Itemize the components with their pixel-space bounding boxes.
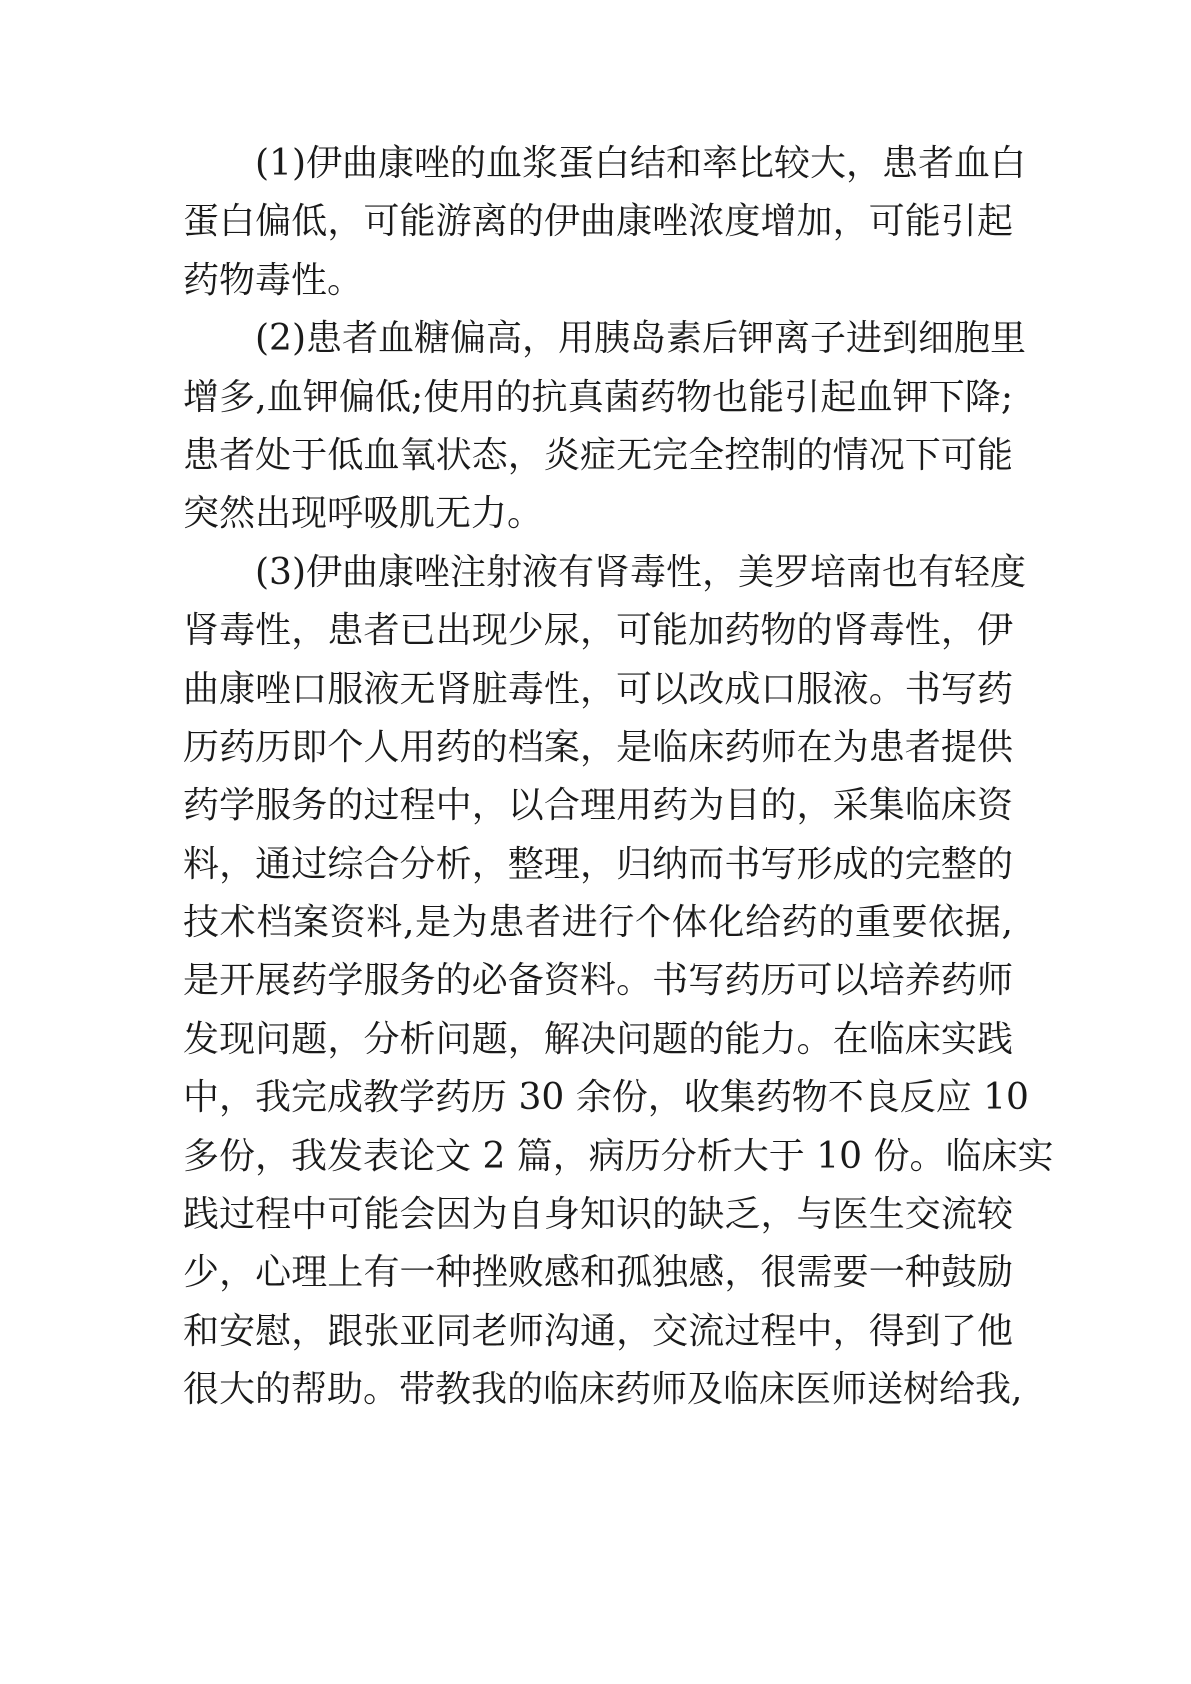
text-line: 蛋白偏低，可能游离的伊曲康唑浓度增加，可能引起 xyxy=(183,201,1013,243)
text-line: 多份，我发表论文 2 篇，病历分析大于 10 份。临床实 xyxy=(183,1135,1054,1177)
text-line: 增多,血钾偏低;使用的抗真菌药物也能引起血钾下降; xyxy=(183,376,1013,418)
paragraph-3 xyxy=(183,544,1054,1420)
text-line: 是开展药学服务的必备资料。书写药历可以培养药师 xyxy=(183,960,1013,1002)
text-line: 肾毒性，患者已出现少尿，可能加药物的肾毒性，伊 xyxy=(183,610,1013,652)
text-line: 曲康唑口服液无肾脏毒性，可以改成口服液。书写药 xyxy=(183,668,1013,710)
text-line: 和安慰，跟张亚同老师沟通，交流过程中，得到了他 xyxy=(183,1310,1013,1352)
text-line: 少，心理上有一种挫败感和孤独感，很需要一种鼓励 xyxy=(183,1252,1013,1294)
text-line: 药物毒性。 xyxy=(183,259,364,301)
text-line: 药学服务的过程中，以合理用药为目的，采集临床资 xyxy=(183,785,1013,827)
document-body xyxy=(183,135,1054,1420)
text-line: 中，我完成教学药历 30 余份，收集药物不良反应 10 xyxy=(183,1077,1029,1119)
text-line: 技术档案资料,是为患者进行个体化给药的重要依据, xyxy=(183,902,1013,944)
paragraph-2 xyxy=(183,310,1026,544)
text-line: (3)伊曲康唑注射液有肾毒性，美罗培南也有轻度 xyxy=(255,551,1026,593)
paragraph-1 xyxy=(183,135,1026,310)
text-line: 很大的帮助。带教我的临床药师及临床医师送树给我, xyxy=(183,1369,1023,1411)
text-line: 突然出现呼吸肌无力。 xyxy=(183,493,544,535)
text-line: 患者处于低血氧状态，炎症无完全控制的情况下可能 xyxy=(183,434,1013,476)
text-line: 发现问题，分析问题，解决问题的能力。在临床实践 xyxy=(183,1018,1013,1060)
text-line: (2)患者血糖偏高，用胰岛素后钾离子进到细胞里 xyxy=(255,318,1026,360)
text-line: 料，通过综合分析，整理，归纳而书写形成的完整的 xyxy=(183,843,1013,885)
text-line: 践过程中可能会因为自身知识的缺乏，与医生交流较 xyxy=(183,1194,1013,1236)
text-line: (1)伊曲康唑的血浆蛋白结和率比较大，患者血白 xyxy=(255,143,1026,184)
text-line: 历药历即个人用药的档案，是临床药师在为患者提供 xyxy=(183,726,1013,768)
